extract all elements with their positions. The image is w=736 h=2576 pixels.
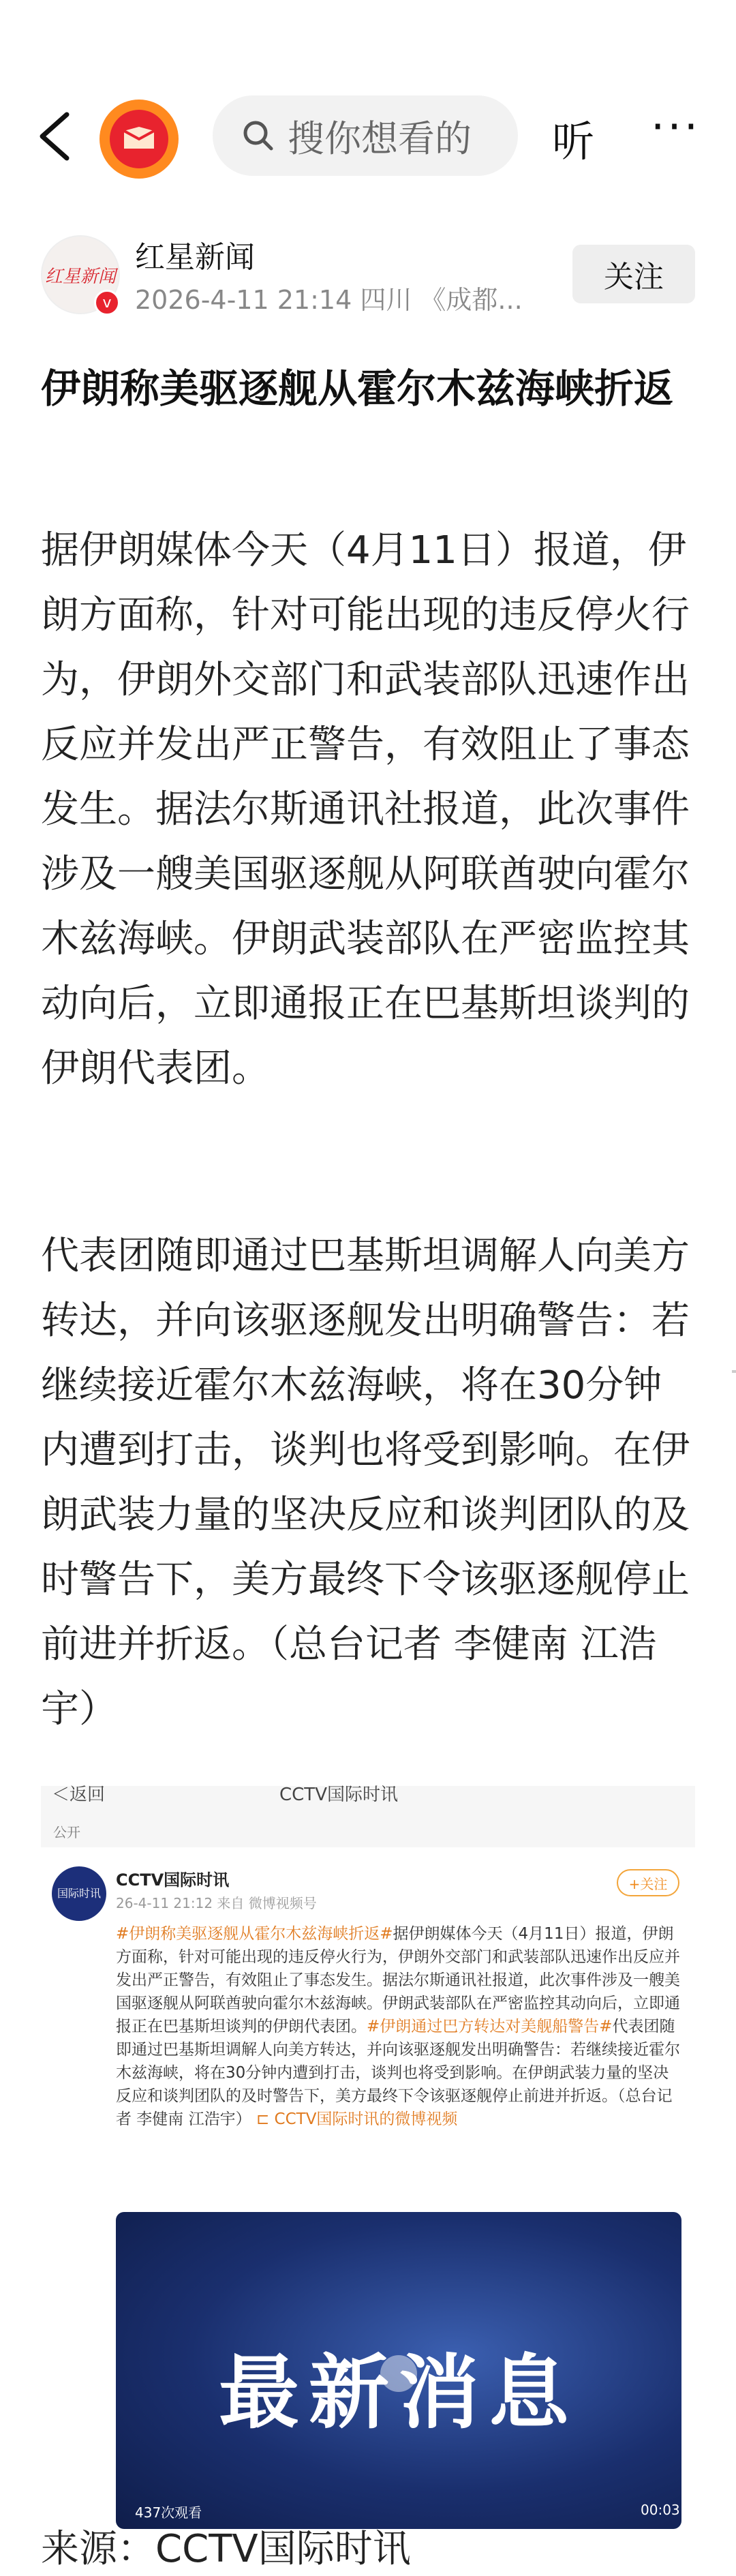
post-meta: 2026-4-11 21:14 四川 《成都... <box>135 285 523 315</box>
embed-video-link-label: CCTV国际时讯的微博视频 <box>274 2110 458 2128</box>
embed-follow-button: +关注 <box>617 1869 679 1896</box>
top-nav-bar <box>0 82 736 191</box>
embed-public-label: 公开 <box>53 1824 80 1840</box>
video-view-count: 437次观看 <box>135 2504 202 2521</box>
embed-body: 代表团随即通过巴基斯坦调解人向美方转达，并向该驱逐舰发出明确警告：若继续接近霍尔木兹海峡，将在30分钟内遭到打击，谈判也将受到影响。在伊朗武装力量的坚决反应和谈判团队的及时警告下，美方最终下令该驱逐舰停止前进并折返。（总台记者 李健南 江浩宇） <box>116 2018 680 2128</box>
embed-video-link: ⊏ CCTV国际时讯的微博视频 <box>256 2110 458 2128</box>
article-paragraph: 代表团随即通过巴基斯坦调解人向美方转达，并向该驱逐舰发出明确警告：若继续接近霍尔木兹海峡，将在30分钟内遭到打击，谈判也将受到影响。在伊朗武装力量的坚决反应和谈判团队的及时警告下，美方最终下令该驱逐舰停止前进并折返。（总台记者 李健南 江浩宇） <box>41 1234 690 1731</box>
author-name[interactable]: 红星新闻 <box>135 240 255 275</box>
play-icon <box>380 2355 417 2392</box>
embed-hashtag: #伊朗称美驱逐舰从霍尔木兹海峡折返# <box>116 1925 393 1943</box>
more-options-button[interactable]: ··· <box>651 102 701 153</box>
embed-back-label: ＜返回 <box>52 1785 106 1805</box>
listen-button[interactable]: 听 <box>552 117 595 166</box>
search-icon <box>241 119 275 153</box>
embed-video-thumbnail <box>116 2212 681 2529</box>
embed-avatar: 国际时讯 <box>52 1866 106 1921</box>
scroll-indicator <box>732 1370 736 1373</box>
search-bar[interactable] <box>213 95 518 176</box>
embed-post-text <box>116 1922 681 2131</box>
verified-badge-icon: v <box>94 290 120 316</box>
chevron-left-icon <box>31 109 79 164</box>
avatar[interactable] <box>41 235 120 314</box>
app-logo[interactable] <box>99 100 179 179</box>
author-row <box>41 235 695 317</box>
article-paragraph: 据伊朗媒体今天（4月11日）报道，伊朗方面称，针对可能出现的违反停火行为，伊朗外交部门和武装部队迅速作出反应并发出严正警告，有效阻止了事态发生。据法尔斯通讯社报道，此次事件涉及一艘美国驱逐舰从阿联酋驶向霍尔木兹海峡。伊朗武装部队在严密监控其动向后，立即通报正在巴基斯坦谈判的伊朗代表团。 <box>41 528 690 1091</box>
app-logo-icon <box>110 110 168 168</box>
embed-body: 据伊朗媒体今天（4月11日）报道，伊朗方面称，针对可能出现的违反停火行为，伊朗外交部门和武装部队迅速作出反应并发出严正警告，有效阻止了事态发生。据法尔斯通讯社报道，此次事件涉及一艘美国驱逐舰从阿联酋驶向霍尔木兹海峡。伊朗武装部队在严密监控其动向后，立即通报正在巴基斯坦谈判的伊朗代表团。 <box>116 1925 680 2035</box>
embed-nav-title: CCTV国际时讯 <box>279 1785 398 1805</box>
embed-post-meta: 26-4-11 21:12 来自 微博视频号 <box>116 1895 317 1911</box>
follow-button[interactable]: 关注 <box>572 245 695 303</box>
avatar-logo-text: 红星新闻 <box>44 266 116 287</box>
search-placeholder: 搜你想看的 <box>288 117 472 160</box>
article-source: 来源：CCTV国际时讯 <box>41 2527 411 2571</box>
video-duration: 00:03 <box>641 2502 680 2518</box>
embed-account-name: CCTV国际时讯 <box>116 1870 230 1890</box>
embed-nav <box>41 1785 695 1805</box>
embed-hashtag: #伊朗通过巴方转达对美舰船警告# <box>367 2018 613 2035</box>
back-button[interactable] <box>31 109 79 164</box>
embed-post-card <box>41 1847 695 2521</box>
video-headline: 最新消息 <box>218 2346 579 2440</box>
article-title: 伊朗称美驱逐舰从霍尔木兹海峡折返 <box>41 365 674 412</box>
embedded-screenshot-image[interactable] <box>41 1785 695 2521</box>
